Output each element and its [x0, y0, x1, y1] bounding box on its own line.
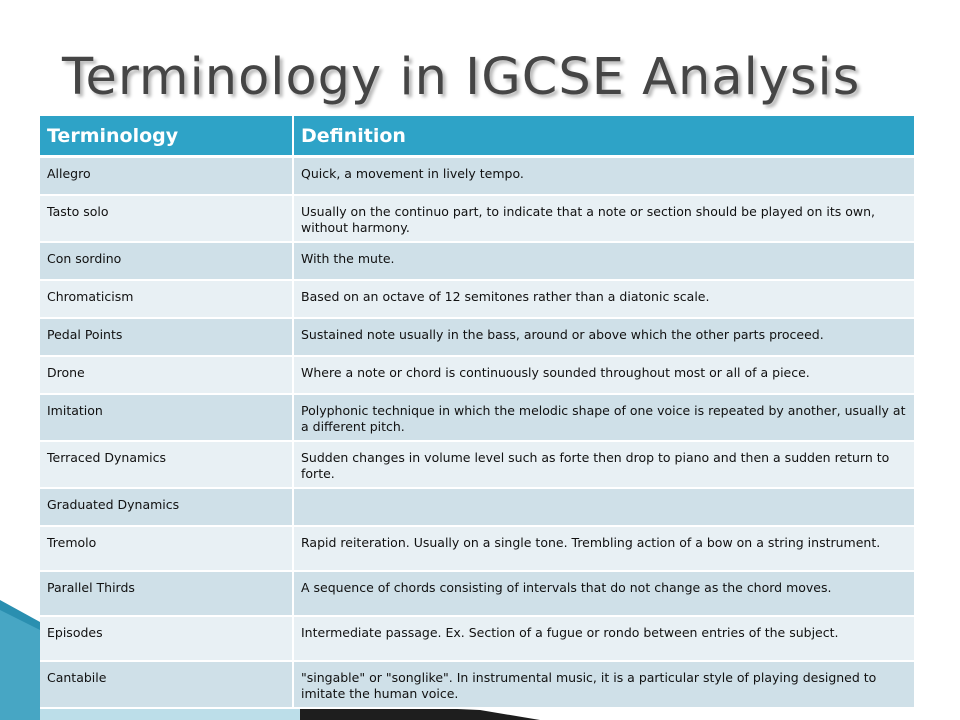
term-cell: Parallel Thirds [40, 571, 293, 616]
definition-cell [293, 488, 914, 526]
definition-cell: "singable" or "songlike". In instrumental music, it is a particular style of playing designed to imitate the human voice. [293, 661, 914, 708]
table-row [40, 488, 914, 526]
definition-cell: Usually on the continuo part, to indicate that a note or section should be played on its own, without harmony. [293, 195, 914, 242]
table-row [40, 441, 914, 488]
definition-cell: Sudden changes in volume level such as forte then drop to piano and then a sudden return to forte. [293, 441, 914, 488]
header-definition: Definition [293, 116, 914, 157]
table-header-row [40, 116, 914, 157]
term-cell: Terraced Dynamics [40, 441, 293, 488]
table-row [40, 157, 914, 196]
slide-title: Terminology in IGCSE Analysis [62, 48, 861, 107]
term-cell: Graduated Dynamics [40, 488, 293, 526]
table-row [40, 195, 914, 242]
definition-cell: With the mute. [293, 242, 914, 280]
definition-cell: Based on an octave of 12 semitones rather than a diatonic scale. [293, 280, 914, 318]
header-terminology: Terminology [40, 116, 293, 157]
table-row [40, 318, 914, 356]
definition-cell: A sequence of chords consisting of intervals that do not change as the chord moves. [293, 571, 914, 616]
table-row [40, 571, 914, 616]
term-cell: Episodes [40, 616, 293, 661]
table-row [40, 394, 914, 441]
term-cell: Allegro [40, 157, 293, 196]
term-cell: Tasto solo [40, 195, 293, 242]
table-row [40, 356, 914, 394]
left-decor-shape-light [0, 610, 40, 720]
term-cell: Chromaticism [40, 280, 293, 318]
definition-cell: Quick, a movement in lively tempo. [293, 157, 914, 196]
term-cell: Pedal Points [40, 318, 293, 356]
term-cell: Imitation [40, 394, 293, 441]
term-cell: Cantabile [40, 661, 293, 708]
term-cell: Tremolo [40, 526, 293, 571]
terminology-table [40, 116, 914, 709]
table-row [40, 661, 914, 708]
left-decor-shape [0, 600, 40, 720]
definition-cell: Where a note or chord is continuously sounded throughout most or all of a piece. [293, 356, 914, 394]
table-row [40, 280, 914, 318]
definition-cell: Sustained note usually in the bass, around or above which the other parts proceed. [293, 318, 914, 356]
term-cell: Drone [40, 356, 293, 394]
table-row [40, 242, 914, 280]
definition-cell: Intermediate passage. Ex. Section of a fugue or rondo between entries of the subject. [293, 616, 914, 661]
definition-cell: Rapid reiteration. Usually on a single tone. Trembling action of a bow on a string instrument. [293, 526, 914, 571]
table-row [40, 526, 914, 571]
term-cell: Con sordino [40, 242, 293, 280]
table-row [40, 616, 914, 661]
definition-cell: Polyphonic technique in which the melodic shape of one voice is repeated by another, usually at a different pitch. [293, 394, 914, 441]
